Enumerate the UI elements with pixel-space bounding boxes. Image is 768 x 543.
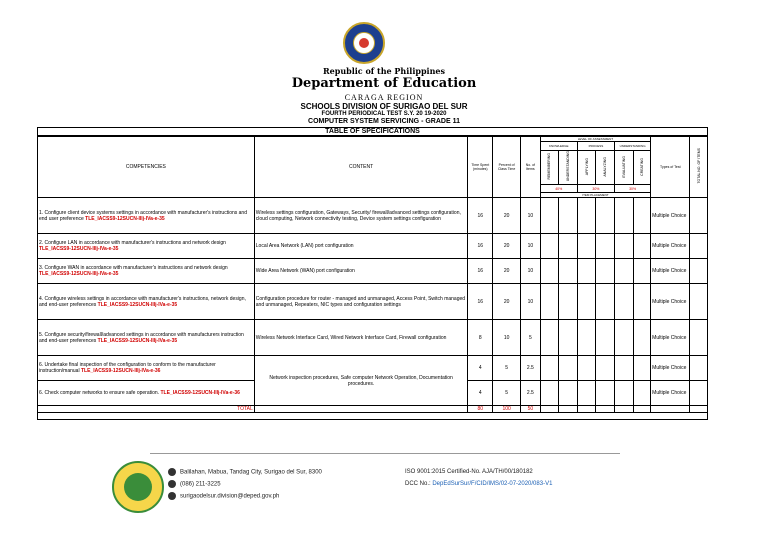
competencies-header: COMPETENCIES — [38, 137, 255, 198]
content-cell: Local Area Network (LAN) port configuration — [254, 234, 468, 259]
competency-cell: 6. Undertake final inspection of the configuration to conform to the manufacturer instruction/manual TLE_IACSS9-12SUCN-IIIj-IVa-e-36 — [38, 356, 255, 381]
footer-phone: (086) 211-3225 — [168, 480, 221, 488]
time-cell: 8 — [468, 320, 493, 356]
content-cell: Network inspection procedures, Safe computer Network Operation, Documentation procedures. — [254, 356, 468, 406]
time-cell: 16 — [468, 198, 493, 234]
percent-cell: 5 — [493, 381, 521, 406]
level-of-assessment-header: LEVEL OF ASSESSMENT — [540, 137, 651, 142]
competency-cell: 4. Configure wireless settings in accordance with manufacturer's instructions, network design, and end-user preferences TLE_IACSS9-12SUCN-IIIj-IVa-e-35 — [38, 284, 255, 320]
time-cell: 16 — [468, 234, 493, 259]
type-cell: Multiple Choice — [651, 284, 690, 320]
table-row — [38, 320, 708, 356]
type-cell: Multiple Choice — [651, 198, 690, 234]
competency-cell: 3. Configure WAN in accordance with manufacturer's instructions and network design TLE_IACSS9-12SUCN-IIIj-IVa-e-35 — [38, 259, 255, 284]
division-logo — [112, 461, 164, 513]
creating-header: CREATING — [633, 151, 651, 185]
competency-cell: 2. Configure LAN in accordance with manufacturer's instructions and network design TLE_IACSS9-12SUCN-IIIj-IVa-e-35 — [38, 234, 255, 259]
item-placement-header: ITEM PLACEMENT — [540, 193, 651, 198]
deped-seal — [343, 22, 385, 64]
items-cell: 10 — [521, 259, 541, 284]
time-cell: 4 — [468, 356, 493, 381]
tos-title: TABLE OF SPECIFICATIONS — [37, 127, 708, 136]
percent-class-time-header: Percent of Class Time — [493, 137, 521, 198]
percent-cell: 20 — [493, 234, 521, 259]
percent-cell: 10 — [493, 320, 521, 356]
content-header: CONTENT — [254, 137, 468, 198]
table-row — [38, 356, 708, 381]
table-row — [38, 284, 708, 320]
understanding-sub-header: UNDERSTANDING — [559, 151, 578, 185]
process-percent: 30% — [577, 185, 614, 193]
time-cell: 16 — [468, 284, 493, 320]
understanding-percent: 30% — [614, 185, 650, 193]
subject-heading: COMPUTER SYSTEM SERVICING - GRADE 11 — [308, 118, 460, 125]
content-cell: Configuration procedure for router - managed and unmanaged, Access Point, Switch managed and unmanaged, Repeaters, NIC types and configuration settings — [254, 284, 468, 320]
total-percent: 100 — [493, 406, 521, 413]
footer-address: Balilahan, Mabua, Tandag City, Surigao del Sur, 8300 — [168, 468, 322, 476]
items-cell: 10 — [521, 234, 541, 259]
no-items-header: No. of Items — [521, 137, 541, 198]
republic-heading: Republic of the Philippines — [322, 66, 445, 76]
phone-icon — [168, 480, 176, 488]
total-items: 50 — [521, 406, 541, 413]
table-row — [38, 198, 708, 234]
remembering-header: REMEMBERING — [540, 151, 559, 185]
content-cell: Wide Area Network (WAN) port configuration — [254, 259, 468, 284]
knowledge-percent: 40% — [540, 185, 577, 193]
percent-cell: 5 — [493, 356, 521, 381]
evaluating-header: EVALUATING — [614, 151, 633, 185]
total-label: TOTAL — [38, 406, 255, 413]
knowledge-header: KNOWLEDGE — [540, 142, 577, 151]
email-icon — [168, 492, 176, 500]
analyzing-header: ANALYZING — [596, 151, 615, 185]
percent-cell: 20 — [493, 198, 521, 234]
type-cell: Multiple Choice — [651, 234, 690, 259]
competency-cell: 6. Check computer networks to ensure safe operation. TLE_IACSS9-12SUCN-IIIj-IVa-e-36 — [38, 381, 255, 406]
percent-cell: 20 — [493, 284, 521, 320]
total-row — [38, 406, 708, 413]
location-icon — [168, 468, 176, 476]
content-cell: Wireless Network Interface Card, Wired Network Interface Card, Firewall configuration — [254, 320, 468, 356]
table-row — [38, 259, 708, 284]
footer-email[interactable]: surigaodelsur.division@deped.gov.ph — [168, 492, 279, 500]
time-cell: 4 — [468, 381, 493, 406]
footer-divider — [150, 453, 620, 454]
division-heading: SCHOOLS DIVISION OF SURIGAO DEL SUR — [300, 102, 468, 111]
applying-header: APPLYING — [577, 151, 596, 185]
total-items-header: TOTAL NO. OF ITEMS — [690, 137, 708, 198]
table-row — [38, 234, 708, 259]
department-heading: Department of Education — [291, 76, 477, 91]
items-cell: 10 — [521, 198, 541, 234]
percent-cell: 20 — [493, 259, 521, 284]
type-cell: Multiple Choice — [651, 259, 690, 284]
process-header: PROCESS — [577, 142, 614, 151]
type-cell: Multiple Choice — [651, 356, 690, 381]
items-cell: 5 — [521, 320, 541, 356]
competency-cell: 5. Configure security/firewall/advanced settings in accordance with manufacturers instruction and end-user preferences TLE_IACSS9-12SUCN-IIIj-IVa-e-35 — [38, 320, 255, 356]
content-cell: Wireless settings configuration, Gateways, Security/ firewall/advanced settings configuration, cloud computing, Network connectivity testing, Device system settings configuration — [254, 198, 468, 234]
tos-table — [37, 136, 708, 413]
test-name: FOURTH PERIODICAL TEST S.Y. 20 19-2020 — [321, 111, 447, 117]
understanding-header: UNDERSTANDING — [614, 142, 650, 151]
type-of-test-header: Types of Test — [651, 137, 690, 198]
competency-cell: 1. Configure client device systems settings in accordance with manufacturer's instructions and end user preference TLE_IACSS9-12SUCN-IIIj-IVa-e-35 — [38, 198, 255, 234]
type-cell: Multiple Choice — [651, 381, 690, 406]
total-time: 80 — [468, 406, 493, 413]
items-cell: 2.5 — [521, 381, 541, 406]
items-cell: 10 — [521, 284, 541, 320]
items-cell: 2.5 — [521, 356, 541, 381]
time-cell: 16 — [468, 259, 493, 284]
region-heading: CARAGA REGION — [344, 93, 424, 102]
iso-certification: ISO 9001:2015 Certified-No. AJA/TH/00/180182 — [405, 469, 533, 475]
type-cell: Multiple Choice — [651, 320, 690, 356]
time-spent-header: Time Spent (minutes) — [468, 137, 493, 198]
dcc-number: DCC No.: DepEdSurSur/F/CID/IMS/02-07-2020/083-V1 — [405, 481, 553, 487]
